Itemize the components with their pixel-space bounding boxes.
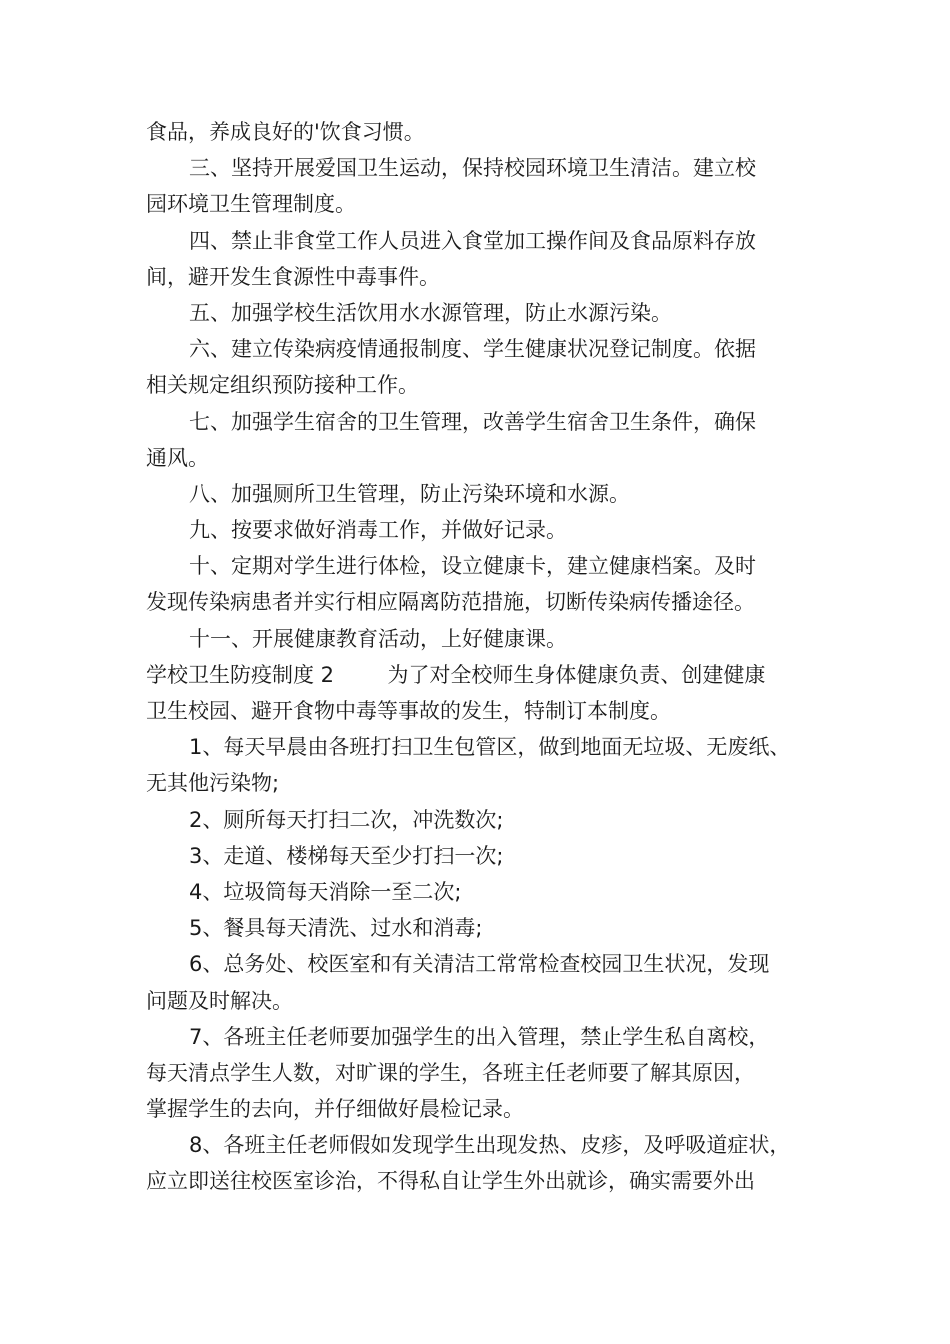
paragraph-rule-3 bbox=[146, 838, 836, 874]
text-line: 3、走道、楼梯每天至少打扫一次; bbox=[189, 843, 504, 868]
paragraph-item-7 bbox=[146, 404, 836, 476]
text-line: 六、建立传染病疫情通报制度、学生健康状况登记制度。依据 bbox=[189, 337, 756, 362]
paragraph-rule-6 bbox=[146, 946, 836, 1018]
text-line: 7、各班主任老师要加强学生的出入管理，禁止学生私自离校， bbox=[189, 1024, 770, 1049]
text-line: 问题及时解决。 bbox=[146, 988, 293, 1013]
paragraph-rule-4 bbox=[146, 874, 836, 910]
paragraph-item-5 bbox=[146, 295, 836, 331]
text-line: 四、禁止非食堂工作人员进入食堂加工操作间及食品原料存放 bbox=[189, 228, 756, 253]
paragraph-item-3 bbox=[146, 150, 836, 222]
paragraph-food-habits bbox=[146, 114, 836, 150]
paragraph-item-10 bbox=[146, 548, 836, 620]
text-line: 无其他污染物; bbox=[146, 771, 280, 796]
text-line: 通风。 bbox=[146, 445, 209, 470]
text-line: 8、各班主任老师假如发现学生出现发热、皮疹，及呼吸道症状， bbox=[189, 1133, 791, 1158]
paragraph-rule-2 bbox=[146, 802, 836, 838]
paragraph-rule-5 bbox=[146, 910, 836, 946]
paragraph-rule-1 bbox=[146, 729, 836, 801]
text-line: 食品，养成良好的'饮食习惯。 bbox=[146, 120, 425, 144]
paragraph-item-6 bbox=[146, 331, 836, 403]
text-line: 卫生校园、避开食物中毒等事故的发生，特制订本制度。 bbox=[146, 699, 671, 723]
text-line: 1、每天早晨由各班打扫卫生包管区，做到地面无垃圾、无废纸、 bbox=[189, 735, 791, 760]
paragraph-section-2-intro bbox=[146, 657, 836, 729]
text-line: 2、厕所每天打扫二次，冲洗数次; bbox=[189, 807, 504, 832]
document-body bbox=[146, 114, 836, 1200]
text-line: 园环境卫生管理制度。 bbox=[146, 192, 356, 217]
text-line: 八、加强厕所卫生管理，防止污染环境和水源。 bbox=[189, 481, 630, 506]
text-line: 十一、开展健康教育活动，上好健康课。 bbox=[189, 626, 567, 651]
paragraph-item-4 bbox=[146, 223, 836, 295]
text-line: 三、坚持开展爱国卫生运动，保持校园环境卫生清洁。建立校 bbox=[189, 156, 756, 181]
text-line: 间，避开发生食源性中毒事件。 bbox=[146, 264, 440, 289]
text-line: 每天清点学生人数，对旷课的学生，各班主任老师要了解其原因， bbox=[146, 1060, 755, 1085]
text-line: 十、定期对学生进行体检，设立健康卡，建立健康档案。及时 bbox=[189, 554, 756, 579]
paragraph-rule-8 bbox=[146, 1127, 836, 1199]
paragraph-item-8 bbox=[146, 476, 836, 512]
text-line: 5、餐具每天清洗、过水和消毒; bbox=[189, 916, 483, 941]
paragraph-item-11 bbox=[146, 621, 836, 657]
text-line: 6、总务处、校医室和有关清洁工常常检查校园卫生状况，发现 bbox=[189, 952, 770, 977]
text-line: 七、加强学生宿舍的卫生管理，改善学生宿舍卫生条件，确保 bbox=[189, 409, 756, 434]
text-line: 九、按要求做好消毒工作，并做好记录。 bbox=[189, 518, 567, 543]
paragraph-item-9 bbox=[146, 512, 836, 548]
text-line: 相关规定组织预防接种工作。 bbox=[146, 373, 419, 398]
text-line: 掌握学生的去向，并仔细做好晨检记录。 bbox=[146, 1097, 524, 1122]
text-line: 五、加强学校生活饮用水水源管理，防止水源污染。 bbox=[189, 300, 672, 325]
text-line: 4、垃圾筒每天消除一至二次; bbox=[189, 879, 462, 904]
text-line: 应立即送往校医室诊治，不得私自让学生外出就诊，确实需要外出 bbox=[146, 1169, 755, 1194]
section-heading-line: 学校卫生防疫制度 2 为了对全校师生身体健康负责、创建健康 bbox=[146, 662, 766, 687]
paragraph-rule-7 bbox=[146, 1019, 836, 1128]
text-line: 发现传染病患者并实行相应隔离防范措施，切断传染病传播途径。 bbox=[146, 590, 755, 615]
